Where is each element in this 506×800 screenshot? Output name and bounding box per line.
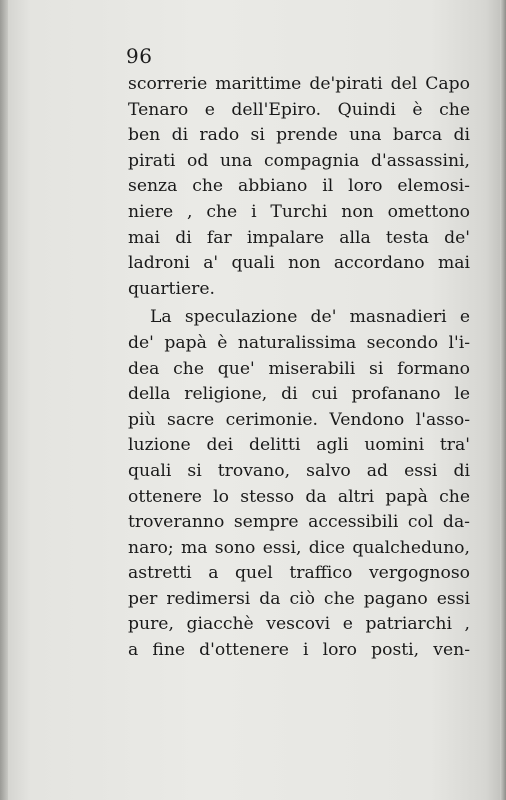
text-line: senza che abbiano il loro elemosi- xyxy=(128,176,470,197)
text-line: La speculazione de' masnadieri e xyxy=(150,307,470,328)
text-line: troveranno sempre accessibili col da- xyxy=(128,512,470,533)
text-line: scorrerie marittime de'pirati del Capo xyxy=(128,74,470,94)
text-line: pure, giacchè vescovi e patriarchi , xyxy=(128,614,470,635)
text-line: quali si trovano, salvo ad essi di xyxy=(128,460,470,481)
text-line: della religione, di cui profanano le xyxy=(128,384,470,405)
text-line: Tenaro e dell'Epiro. Quindi è che xyxy=(128,99,470,120)
page-number: 96 xyxy=(126,44,153,68)
text-line: ottenere lo stesso da altri papà che xyxy=(128,486,470,507)
body-text xyxy=(128,72,470,664)
text-line: pirati od una compagnia d'assassini, xyxy=(128,150,470,171)
text-line: de' papà è naturalissima secondo l'i- xyxy=(128,332,470,353)
paragraph-1 xyxy=(128,72,470,302)
text-line: naro; ma sono essi, dice qualcheduno, xyxy=(128,537,470,558)
text-line: astretti a quel traffico vergognoso xyxy=(128,563,470,584)
text-line: ben di rado si prende una barca di xyxy=(128,125,470,146)
paragraph-2 xyxy=(128,305,470,663)
text-line: ladroni a' quali non accordano mai xyxy=(128,253,470,274)
text-line: più sacre cerimonie. Vendono l'asso- xyxy=(128,409,470,430)
text-line: quartiere. xyxy=(128,278,215,299)
text-line: luzione dei delitti agli uomini tra' xyxy=(128,435,470,456)
text-line: a fine d'ottenere i loro posti, ven- xyxy=(128,640,470,661)
page-edge xyxy=(500,0,506,800)
book-spine-shadow xyxy=(0,0,8,800)
text-line: dea che que' miserabili si formano xyxy=(128,358,470,379)
text-line: mai di far impalare alla testa de' xyxy=(128,227,470,248)
text-line: niere , che i Turchi non omettono xyxy=(128,201,470,222)
text-line: per redimersi da ciò che pagano essi xyxy=(128,588,470,609)
